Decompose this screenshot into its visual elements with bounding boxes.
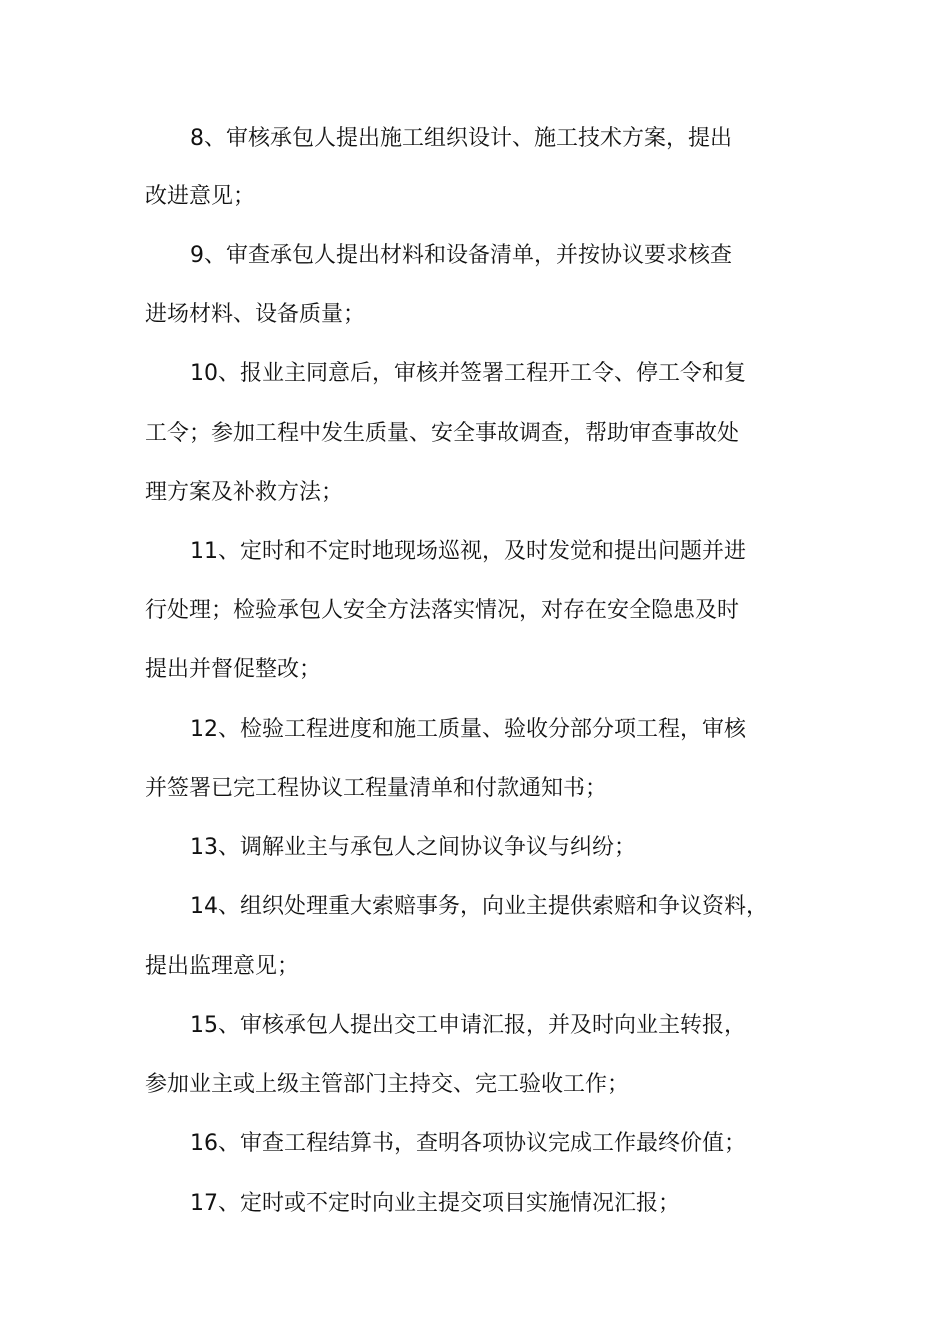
item-10-line-2: 工令；参加工程中发生质量、安全事故调查，帮助审查事故处 [145,421,740,446]
item-9-line-2: 进场材料、设备质量； [145,302,366,327]
item-16-line-1: 16、审查工程结算书，查明各项协议完成工作最终价值； [190,1131,746,1156]
item-13-line-1: 13、调解业主与承包人之间协议争议与纠纷； [190,835,636,860]
item-14-line-2: 提出监理意见； [145,954,300,979]
item-17-line-1: 17、定时或不定时向业主提交项目实施情况汇报； [190,1191,680,1216]
item-12-line-2: 并签署已完工程协议工程量清单和付款通知书； [145,776,608,801]
item-14-line-1: 14、组织处理重大索赔事务，向业主提供索赔和争议资料， [190,894,768,919]
item-11-line-3: 提出并督促整改； [145,657,322,682]
item-11-line-2: 行处理；检验承包人安全方法落实情况，对存在安全隐患及时 [145,598,740,623]
item-11-line-1: 11、定时和不定时地现场巡视，及时发觉和提出问题并进 [190,539,746,564]
item-15-line-2: 参加业主或上级主管部门主持交、完工验收工作； [145,1072,630,1097]
item-10-line-1: 10、报业主同意后，审核并签署工程开工令、停工令和复 [190,361,746,386]
item-9-line-1: 9、审查承包人提出材料和设备清单，并按协议要求核查 [190,243,732,268]
item-10-line-3: 理方案及补救方法； [145,480,344,505]
item-8-line-1: 8、审核承包人提出施工组织设计、施工技术方案，提出 [190,126,732,151]
item-12-line-1: 12、检验工程进度和施工质量、验收分部分项工程，审核 [190,717,746,742]
item-15-line-1: 15、审核承包人提出交工申请汇报，并及时向业主转报， [190,1013,746,1038]
item-8-line-2: 改进意见； [145,184,256,209]
